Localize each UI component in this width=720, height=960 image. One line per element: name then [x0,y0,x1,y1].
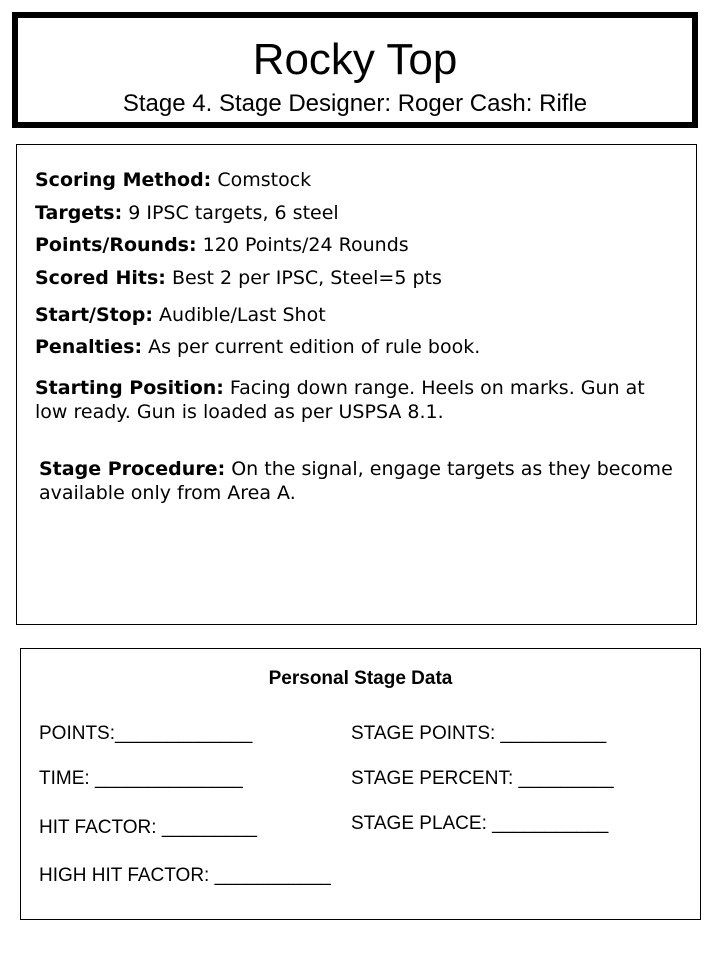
targets-label: Targets: [35,202,123,224]
stage-title: Rocky Top [252,35,458,84]
points-rounds [35,233,409,257]
stage-points-field[interactable]: STAGE POINTS: __________ [351,723,607,744]
penalties-value: As per current edition of rule book. [148,336,481,358]
points-rounds-label: Points/Rounds: [35,234,197,256]
stage-subtitle: Stage 4. Stage Designer: Roger Cash: Rifle [122,90,588,117]
personal-stage-data-heading: Personal Stage Data [268,668,453,689]
starting-position-label: Starting Position: [35,377,224,399]
penalties-label: Penalties: [35,336,143,358]
targets [35,201,339,225]
targets-value: 9 IPSC targets, 6 steel [128,202,339,224]
scored-hits-label: Scored Hits: [35,267,166,289]
scoring-method-value: Comstock [217,169,312,191]
starting-position [35,376,675,424]
time-field[interactable]: TIME: ______________ [39,768,243,789]
personal-stage-data-box [20,648,701,920]
stage-procedure [39,457,679,505]
title-box [12,12,698,128]
start-stop-label: Start/Stop: [35,304,153,326]
scoring-method-label: Scoring Method: [35,169,212,191]
points-field[interactable]: POINTS:_____________ [39,723,253,744]
scoring-method [35,168,311,192]
stage-percent-field[interactable]: STAGE PERCENT: _________ [351,768,614,789]
hit-factor-field[interactable]: HIT FACTOR: _________ [39,817,257,838]
penalties [35,335,480,359]
start-stop-value: Audible/Last Shot [159,304,326,326]
scored-hits [35,266,442,290]
stage-place-field[interactable]: STAGE PLACE: ___________ [351,813,609,834]
stage-procedure-value: On the signal, engage targets as they become available only from Area A. [39,458,673,504]
high-hit-factor-field[interactable]: HIGH HIT FACTOR: ___________ [39,865,331,886]
scored-hits-value: Best 2 per IPSC, Steel=5 pts [171,267,442,289]
start-stop [35,303,326,327]
starting-position-value: Facing down range. Heels on marks. Gun at low ready. Gun is loaded as per USPSA 8.1. [35,377,645,423]
stage-info-box [16,144,697,625]
points-rounds-value: 120 Points/24 Rounds [202,234,409,256]
stage-procedure-label: Stage Procedure: [39,458,226,480]
